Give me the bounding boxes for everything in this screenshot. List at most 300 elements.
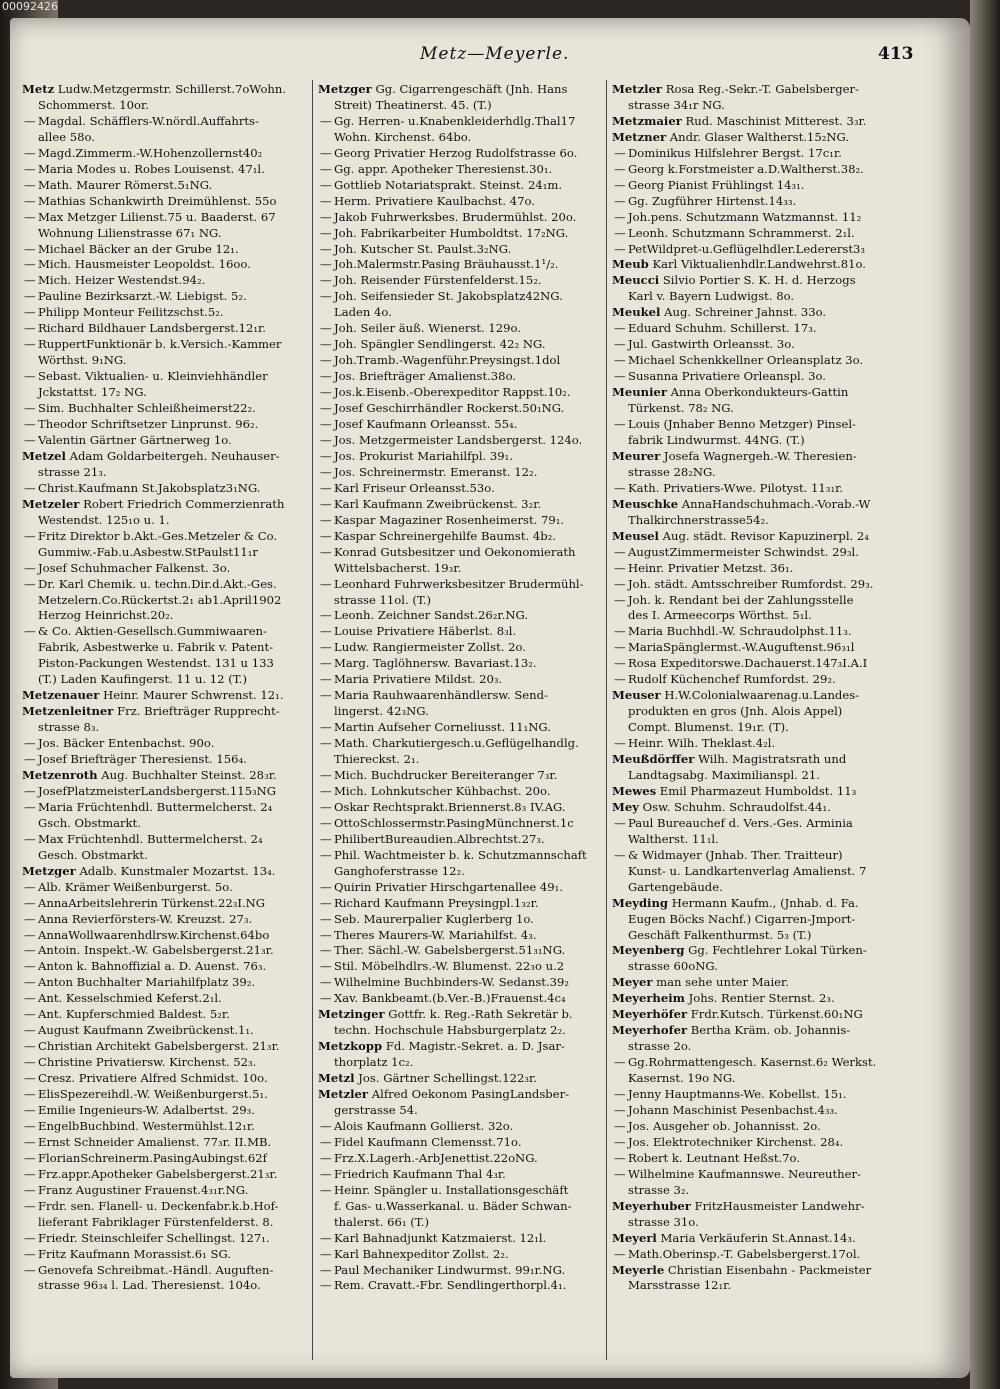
entry-text: Jos. Gärtner Schellingst.122₃r.: [358, 1071, 537, 1086]
entry-text: Oskar Rechtsprakt.Briennerst.8₃ IV.AG.: [334, 799, 566, 814]
directory-entry: [318, 912, 610, 928]
directory-entry: [22, 305, 314, 321]
ditto-dash: —: [320, 273, 332, 288]
surname: Meyerhofer: [612, 1023, 688, 1038]
directory-entry: [612, 1135, 904, 1151]
surname: Metzmaier: [612, 113, 682, 128]
ditto-dash: —: [320, 959, 332, 974]
ditto-dash: —: [24, 783, 36, 798]
directory-entry: [22, 242, 314, 258]
ditto-dash: —: [614, 1055, 626, 1070]
directory-entry: [22, 353, 314, 369]
entry-text: Maria Privatiere Mildst. 20₃.: [334, 672, 503, 687]
entry-text: Kaspar Magaziner Rosenheimerst. 79₁.: [334, 512, 565, 527]
directory-entry: [318, 369, 610, 385]
directory-entry: [318, 1087, 610, 1103]
directory-entry: [22, 1055, 314, 1071]
ditto-dash: —: [614, 672, 626, 687]
ditto-dash: —: [614, 847, 626, 862]
entry-text: Adam Goldarbeitergeh. Neuhauser-: [69, 448, 280, 463]
entry-text: Mich. Buchdrucker Bereiteranger 7₃r.: [334, 767, 558, 782]
directory-entry: [612, 688, 904, 704]
entry-text: Rosa Expeditorswe.Dachauerst.147₃I.A.I: [628, 656, 868, 671]
entry-text: Jos.k.Eisenb.-Oberexpeditor Rappst.10₂.: [334, 385, 571, 400]
directory-entry: [612, 640, 904, 656]
entry-text: f. Gas- u.Wasserkanal. u. Bäder Schwan-: [334, 1198, 572, 1213]
directory-entry: [612, 1167, 904, 1183]
ditto-dash: —: [320, 193, 332, 208]
entry-text: Andr. Glaser Waltherst.15₂NG.: [669, 129, 850, 144]
ditto-dash: —: [320, 736, 332, 751]
ditto-dash: —: [320, 480, 332, 495]
entry-text: Sim. Buchhalter Schleißheimerst22₂.: [38, 401, 256, 416]
ditto-dash: —: [24, 1230, 36, 1245]
directory-entry: [318, 210, 610, 226]
ditto-dash: —: [320, 225, 332, 240]
entry-text: Math. Charkutiergesch.u.Geflügelhandlg.: [334, 736, 579, 751]
ditto-dash: —: [24, 1071, 36, 1086]
ditto-dash: —: [24, 417, 36, 432]
entry-text: Maria Verkäuferin St.Annast.14₃.: [660, 1230, 856, 1245]
directory-entry: [318, 991, 610, 1007]
entry-text: Wohnung Lilienstrasse 67₁ NG.: [38, 225, 222, 240]
directory-entry: [612, 1103, 904, 1119]
entry-text: Leonh. Zeichner Sandst.26₂r.NG.: [334, 608, 529, 623]
entry-text: Adalb. Kunstmaler Mozartst. 13₄.: [79, 863, 276, 878]
directory-entry: [318, 114, 610, 130]
page-title: Metz—Meyerle.: [420, 44, 570, 64]
directory-entry: [612, 624, 904, 640]
directory-entry: [612, 1007, 904, 1023]
surname: Meukel: [612, 305, 661, 320]
directory-entry: [22, 369, 314, 385]
entry-text: Marg. Taglöhnersw. Bavariast.13₂.: [334, 656, 537, 671]
directory-entry: [318, 481, 610, 497]
entry-text: Joh. Fabrikarbeiter Humboldtst. 17₂NG.: [334, 225, 569, 240]
entry-text: Konrad Gutsbesitzer und Oekonomierath: [334, 544, 576, 559]
entry-text: lieferant Fabriklager Fürstenfelderst. 8.: [38, 1214, 274, 1229]
directory-entry: [22, 1007, 314, 1023]
entry-text: AnnaArbeitslehrerin Türkenst.22₃I.NG: [38, 895, 266, 910]
ditto-dash: —: [24, 736, 36, 751]
surname: Meurer: [612, 448, 661, 463]
directory-entry: [318, 1007, 610, 1023]
directory-entry: [318, 449, 610, 465]
entry-text: Mich. Hausmeister Leopoldst. 16oo.: [38, 257, 251, 272]
entry-text: Ther. Sächl.-W. Gabelsbergerst.51₃₁NG.: [334, 943, 566, 958]
entry-text: Paul Bureauchef d. Vers.-Ges. Arminia: [628, 815, 853, 830]
entry-text: Landtagsabg. Maximilianspl. 21.: [628, 767, 820, 782]
directory-entry: [612, 1039, 904, 1055]
ditto-dash: —: [24, 1103, 36, 1117]
ditto-dash: —: [24, 1246, 36, 1261]
ditto-dash: —: [614, 161, 626, 176]
directory-entry: [318, 943, 610, 959]
directory-entry: [612, 816, 904, 832]
entry-text: Piston-Packungen Westendst. 131 u 133: [38, 656, 274, 671]
ditto-dash: —: [320, 847, 332, 862]
ditto-dash: —: [320, 656, 332, 671]
entry-text: PetWildpret-u.Geflügelhdler.Ledererst3₃: [628, 241, 866, 256]
directory-entry: [22, 273, 314, 289]
ditto-dash: —: [614, 209, 626, 224]
ditto-dash: —: [24, 1198, 36, 1213]
directory-entry: [318, 928, 610, 944]
entry-text: FritzHausmeister Landwehr-: [694, 1198, 865, 1213]
entry-text: Ant. Kesselschmied Keferst.2₁l.: [38, 991, 222, 1006]
entry-text: Frdr.Kutsch. Türkenst.60₁NG: [690, 1007, 863, 1022]
entry-text: Jos. Schreinermstr. Emeranst. 12₂.: [334, 464, 538, 479]
surname: Meyding: [612, 895, 668, 910]
directory-entry: [22, 226, 314, 242]
ditto-dash: —: [320, 177, 332, 192]
ditto-dash: —: [320, 161, 332, 176]
directory-entry: [22, 449, 314, 465]
entry-text: Richard Bildhauer Landsbergerst.12₁r.: [38, 321, 266, 336]
directory-entry: [318, 640, 610, 656]
entry-text: Wilh. Magistratsrath und: [698, 752, 847, 767]
ditto-dash: —: [320, 640, 332, 655]
directory-entry: [22, 337, 314, 353]
directory-entry: [22, 130, 314, 146]
ditto-dash: —: [24, 528, 36, 543]
entry-text: Friedrich Kaufmann Thal 4₃r.: [334, 1166, 506, 1181]
directory-entry: [612, 497, 904, 513]
directory-entry: [318, 1135, 610, 1151]
ditto-dash: —: [24, 241, 36, 256]
page-number: 413: [878, 44, 914, 64]
entry-text: Joh. Spängler Sendlingerst. 42₂ NG.: [334, 337, 546, 352]
ditto-dash: —: [24, 113, 36, 128]
directory-entry: [22, 736, 314, 752]
ditto-dash: —: [24, 560, 36, 575]
surname: Meußdörffer: [612, 752, 695, 767]
entry-text: Robert k. Leutnant Heßst.7o.: [628, 1150, 800, 1165]
ditto-dash: —: [320, 1246, 332, 1261]
entry-text: Ganghoferstrasse 12₂.: [334, 863, 465, 878]
directory-entry: [612, 672, 904, 688]
entry-text: Rud. Maschinist Mitterest. 3₃r.: [685, 113, 867, 128]
directory-entry: [22, 1167, 314, 1183]
entry-text: AnnaWollwaarenhdlrsw.Kirchenst.64bo: [38, 927, 270, 942]
entry-text: AugustZimmermeister Schwindst. 29₃l.: [628, 544, 859, 559]
ditto-dash: —: [320, 464, 332, 479]
directory-entry: [22, 497, 314, 513]
entry-text: Louis (Jnhaber Benno Metzger) Pinsel-: [628, 417, 856, 432]
directory-entry: [22, 832, 314, 848]
directory-entry: [612, 433, 904, 449]
surname: Meyenberg: [612, 943, 685, 958]
directory-entry: [318, 1023, 610, 1039]
entry-text: Georg Privatier Herzog Rudolfstrasse 6o.: [334, 145, 578, 160]
entry-text: Johann Maschinist Pesenbachst.4₃₃.: [628, 1103, 838, 1117]
directory-entry: [22, 928, 314, 944]
directory-entry: [318, 1151, 610, 1167]
directory-entry: [318, 800, 610, 816]
directory-entry: [612, 1263, 904, 1279]
directory-entry: [612, 768, 904, 784]
directory-entry: [22, 1263, 314, 1279]
entry-text: Fidel Kaufmann Clemensst.71o.: [334, 1134, 522, 1149]
surname: Meyerheim: [612, 991, 685, 1006]
entry-text: Herm. Privatiere Kaulbachst. 47o.: [334, 193, 535, 208]
surname: Metzenleitner: [22, 704, 114, 719]
ditto-dash: —: [320, 911, 332, 926]
directory-entry: [612, 226, 904, 242]
directory-entry: [318, 417, 610, 433]
directory-entry: [318, 497, 610, 513]
ditto-dash: —: [614, 177, 626, 192]
directory-entry: [318, 1071, 610, 1087]
directory-entry: [22, 321, 314, 337]
ditto-dash: —: [614, 592, 626, 607]
directory-entry: [612, 720, 904, 736]
entry-text: Metzelern.Co.Rückertst.2₁ ab1.April1902: [38, 592, 282, 607]
ditto-dash: —: [320, 927, 332, 942]
ditto-dash: —: [24, 289, 36, 304]
directory-entry: [612, 385, 904, 401]
directory-entry: [22, 1278, 314, 1294]
directory-entry: [612, 353, 904, 369]
ditto-dash: —: [614, 1103, 626, 1117]
entry-text: Johs. Rentier Sternst. 2₃.: [688, 991, 835, 1006]
directory-entry: [318, 465, 610, 481]
entry-text: Martin Aufseher Corneliusst. 11₁NG.: [334, 720, 551, 735]
entry-text: Alb. Krämer Weißenburgerst. 5o.: [38, 879, 233, 894]
entry-text: strasse 96₃₄ l. Lad. Theresienst. 104o.: [38, 1278, 261, 1293]
directory-entry: [612, 943, 904, 959]
entry-text: PhilibertBureaudien.Albrechtst.27₃.: [334, 831, 545, 846]
directory-entry: [22, 640, 314, 656]
entry-text: produkten en gros (Jnh. Alois Appel): [628, 704, 843, 719]
directory-entry: [612, 481, 904, 497]
ditto-dash: —: [320, 879, 332, 894]
directory-entry: [22, 864, 314, 880]
directory-entry: [612, 784, 904, 800]
directory-entry: [22, 896, 314, 912]
entry-text: Wohn. Kirchenst. 64bo.: [334, 129, 472, 144]
entry-text: des I. Armeecorps Wörthst. 5₁l.: [628, 608, 812, 623]
ditto-dash: —: [614, 1246, 626, 1261]
ditto-dash: —: [320, 512, 332, 527]
directory-entry: [612, 561, 904, 577]
directory-entry: [612, 1278, 904, 1294]
entry-text: Theodor Schriftsetzer Linprunst. 96₂.: [38, 417, 259, 432]
directory-entry: [22, 210, 314, 226]
directory-entry: [612, 848, 904, 864]
entry-text: August Kaufmann Zweibrückenst.1₁.: [38, 1023, 254, 1038]
directory-entry: [318, 1247, 610, 1263]
entry-text: Wilhelmine Kaufmannswe. Neureuther-: [628, 1166, 861, 1181]
ditto-dash: —: [24, 305, 36, 320]
entry-text: Theres Maurers-W. Mariahilfst. 4₃.: [334, 927, 537, 942]
entry-text: Valentin Gärtner Gärtnerweg 1o.: [38, 432, 232, 447]
directory-entry: [318, 1103, 610, 1119]
directory-entry: [612, 864, 904, 880]
directory-entry: [612, 529, 904, 545]
ditto-dash: —: [24, 911, 36, 926]
ditto-dash: —: [24, 432, 36, 447]
ditto-dash: —: [24, 209, 36, 224]
ditto-dash: —: [24, 369, 36, 384]
entry-text: Frz.appr.Apotheker Gabelsbergerst.21₃r.: [38, 1166, 278, 1181]
entry-text: Josef Geschirrhändler Rockerst.50₁NG.: [334, 401, 565, 416]
directory-entry: [612, 1247, 904, 1263]
entry-text: Ant. Kupferschmied Baldest. 5₂r.: [38, 1007, 230, 1022]
ditto-dash: —: [24, 927, 36, 942]
directory-entry: [22, 912, 314, 928]
directory-entry: [612, 912, 904, 928]
entry-text: Eugen Böcks Nachf.) Cigarren-Jmport-: [628, 911, 856, 926]
surname: Meyerl: [612, 1230, 657, 1245]
directory-entry: [318, 768, 610, 784]
entry-text: strasse 2o.: [628, 1039, 692, 1054]
ditto-dash: —: [320, 688, 332, 703]
entry-text: RuppertFunktionär b. k.Versich.-Kammer: [38, 337, 282, 352]
directory-entry: [612, 273, 904, 289]
ditto-dash: —: [320, 672, 332, 687]
directory-entry: [22, 146, 314, 162]
ditto-dash: —: [614, 353, 626, 368]
ditto-dash: —: [320, 417, 332, 432]
directory-entry: [22, 289, 314, 305]
entry-text: Eduard Schuhm. Schillerst. 17₃.: [628, 321, 817, 336]
entry-text: Mich. Lohnkutscher Kühbachst. 20o.: [334, 783, 551, 798]
directory-entry: [318, 736, 610, 752]
entry-text: fabrik Lindwurmst. 44NG. (T.): [628, 432, 805, 447]
directory-entry: [612, 1087, 904, 1103]
ditto-dash: —: [614, 480, 626, 495]
directory-entry: [22, 752, 314, 768]
entry-text: Gartengebäude.: [628, 879, 723, 894]
directory-entry: [612, 1231, 904, 1247]
entry-text: Louise Privatiere Häberlst. 8₃l.: [334, 624, 517, 639]
entry-text: strasse 21₃.: [38, 464, 107, 479]
directory-entry: [22, 465, 314, 481]
directory-entry: [612, 896, 904, 912]
ditto-dash: —: [320, 544, 332, 559]
entry-text: Silvio Portier S. K. H. d. Herzogs: [662, 273, 856, 288]
directory-entry: [318, 226, 610, 242]
ditto-dash: —: [320, 799, 332, 814]
directory-entry: [22, 561, 314, 577]
entry-text: Jos. Briefträger Amalienst.38o.: [334, 369, 517, 384]
surname: Metzner: [612, 129, 667, 144]
ditto-dash: —: [614, 560, 626, 575]
directory-entry: [318, 513, 610, 529]
directory-entry: [612, 975, 904, 991]
ditto-dash: —: [320, 895, 332, 910]
ditto-dash: —: [24, 1134, 36, 1149]
directory-entry: [612, 1183, 904, 1199]
directory-entry: [612, 1215, 904, 1231]
directory-entry: [612, 1023, 904, 1039]
entry-text: Gg. Zugführer Hirtenst.14₃₃.: [628, 193, 797, 208]
entry-text: Fd. Magistr.-Sekret. a. D. Jsar-: [385, 1039, 565, 1054]
directory-entry: [22, 1199, 314, 1215]
directory-entry: [612, 162, 904, 178]
directory-entry: [318, 561, 610, 577]
entry-text: gerstrasse 54.: [334, 1103, 418, 1117]
entry-text: Aug. städt. Revisor Kapuzinerpl. 2₄: [662, 528, 869, 543]
surname: Meuser: [612, 688, 661, 703]
column-3: [612, 82, 904, 1294]
ditto-dash: —: [24, 975, 36, 990]
directory-entry: [22, 433, 314, 449]
entry-text: Anna Revierförsters-W. Kreuzst. 27₃.: [38, 911, 253, 926]
directory-entry: [612, 194, 904, 210]
entry-text: Wittelsbacherst. 19₃r.: [334, 560, 462, 575]
entry-text: Xav. Bankbeamt.(b.Ver.-B.)Frauenst.4c₄: [334, 991, 566, 1006]
ditto-dash: —: [320, 1166, 332, 1181]
entry-text: Sebast. Viktualien- u. Kleinviehhändler: [38, 369, 268, 384]
directory-entry: [22, 704, 314, 720]
entry-text: Heinr. Spängler u. Installationsgeschäft: [334, 1182, 569, 1197]
directory-entry: [612, 928, 904, 944]
entry-text: Türkenst. 78₂ NG.: [628, 401, 734, 416]
entry-text: Joh.Tramb.-Wagenführ.Preysingst.1dol: [334, 353, 561, 368]
entry-text: Geschäft Falkenthurmst. 5₃ (T.): [628, 927, 812, 942]
entry-text: Karl Bahnexpeditor Zollst. 2₂.: [334, 1246, 509, 1261]
directory-entry: [612, 289, 904, 305]
directory-entry: [22, 688, 314, 704]
entry-text: Mich. Heizer Westendst.94₂.: [38, 273, 206, 288]
entry-text: Thiereckst. 2₁.: [334, 752, 420, 767]
directory-entry: [318, 353, 610, 369]
entry-text: strasse 60oNG.: [628, 959, 718, 974]
directory-entry: [22, 608, 314, 624]
ditto-dash: —: [614, 1166, 626, 1181]
entry-text: Franz Augustiner Frauenst.4₃₁r.NG.: [38, 1182, 249, 1197]
directory-entry: [612, 545, 904, 561]
entry-text: Anna Oberkondukteurs-Gattin: [670, 385, 849, 400]
entry-text: Jos. Bäcker Entenbachst. 90o.: [38, 736, 215, 751]
ditto-dash: —: [320, 1230, 332, 1245]
entry-text: Christ.Kaufmann St.Jakobsplatz3₁NG.: [38, 480, 261, 495]
entry-text: Jckstattst. 17₂ NG.: [38, 385, 147, 400]
surname: Metzkopp: [318, 1039, 383, 1054]
directory-entry: [318, 864, 610, 880]
entry-text: ElisSpezereihdl.-W. Weißenburgerst.5₁.: [38, 1087, 268, 1102]
surname: Meyerhuber: [612, 1198, 691, 1213]
directory-entry: [22, 178, 314, 194]
directory-entry: [612, 593, 904, 609]
entry-text: Gg. Herren- u.Knabenkleiderhdlg.Thal17: [334, 113, 576, 128]
entry-text: Karl Kaufmann Zweibrückenst. 3₂r.: [334, 496, 542, 511]
entry-text: Osw. Schuhm. Schraudolfst.44₁.: [642, 799, 831, 814]
ditto-dash: —: [614, 640, 626, 655]
directory-entry: [22, 959, 314, 975]
ditto-dash: —: [614, 576, 626, 591]
ditto-dash: —: [320, 608, 332, 623]
entry-text: Leonhard Fuhrwerksbesitzer Brudermühl-: [334, 576, 584, 591]
ditto-dash: —: [24, 624, 36, 639]
directory-entry: [612, 465, 904, 481]
directory-entry: [612, 608, 904, 624]
ditto-dash: —: [614, 736, 626, 751]
ditto-dash: —: [24, 831, 36, 846]
entry-text: Jos. Elektrotechniker Kirchenst. 28₄.: [628, 1134, 844, 1149]
surname: Metzger: [318, 82, 372, 96]
ditto-dash: —: [320, 353, 332, 368]
ditto-dash: —: [24, 1262, 36, 1277]
entry-text: Leonh. Schutzmann Schrammerst. 2₁l.: [628, 225, 855, 240]
ditto-dash: —: [320, 831, 332, 846]
ditto-dash: —: [320, 1118, 332, 1133]
ditto-dash: —: [614, 624, 626, 639]
ditto-dash: —: [24, 1166, 36, 1181]
entry-text: Paul Mechaniker Lindwurmst. 99₁r.NG.: [334, 1262, 566, 1277]
